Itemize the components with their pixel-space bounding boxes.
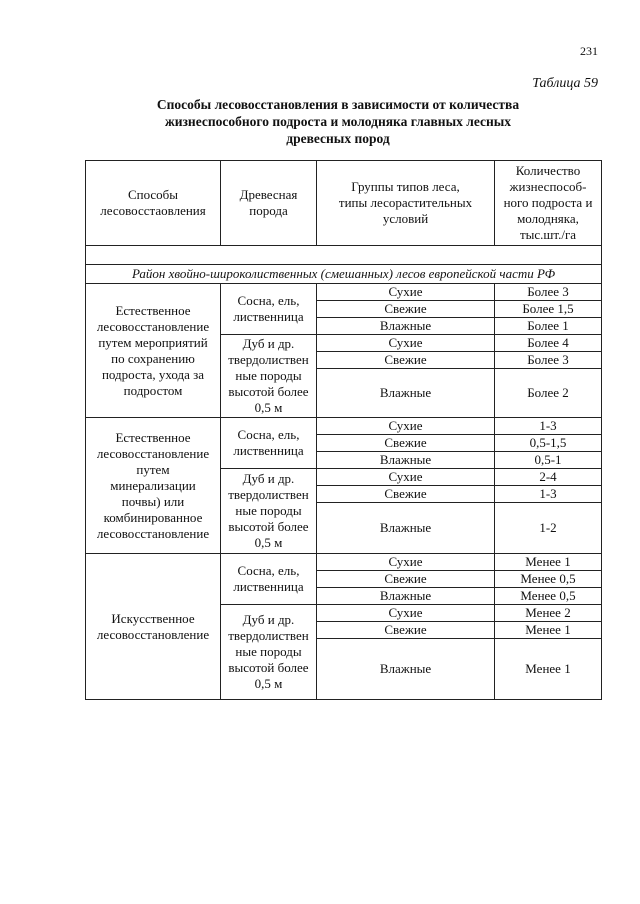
species-cell-line: Сосна, ель,: [237, 563, 300, 578]
table-row: [86, 554, 602, 571]
species-cell-line: лиственница: [233, 309, 304, 324]
quantity-cell: Более 3: [495, 352, 602, 369]
species-cell: [221, 605, 317, 700]
quantity-cell: Менее 1: [495, 639, 602, 700]
species-cell-line: лиственница: [233, 579, 304, 594]
header-text: типы лесорастительных: [338, 195, 473, 210]
species-cell-line: высотой более: [228, 660, 309, 675]
group-cell: Свежие: [317, 622, 495, 639]
quantity-cell: 0,5-1: [495, 452, 602, 469]
species-cell-line: ные породы: [235, 644, 302, 659]
group-cell: Влажные: [317, 369, 495, 418]
group-cell: Свежие: [317, 435, 495, 452]
species-cell-line: Сосна, ель,: [237, 427, 300, 442]
method-cell: [86, 418, 221, 554]
method-cell-line: путем мероприятий: [98, 334, 208, 350]
group-cell: Влажные: [317, 639, 495, 700]
quantity-cell: Более 2: [495, 369, 602, 418]
group-cell: Свежие: [317, 352, 495, 369]
header-quantity: [495, 161, 602, 246]
header-text: жизнеспособ-: [509, 179, 587, 194]
species-cell-line: ные породы: [235, 368, 302, 383]
species-cell: [221, 554, 317, 605]
header-text: ного подроста и: [503, 195, 593, 210]
quantity-cell: 0,5-1,5: [495, 435, 602, 452]
table-row: [86, 284, 602, 301]
header-text: Способы: [127, 187, 179, 202]
method-cell-line: Искусственное: [111, 610, 195, 626]
method-cell-line: путем: [136, 461, 170, 477]
reforestation-table: [85, 160, 602, 700]
quantity-cell: Менее 1: [495, 554, 602, 571]
species-cell-line: твердолиствен: [228, 628, 309, 643]
title-line: жизнеспособного подроста и молодняка главных лесных: [164, 114, 512, 129]
blank-cell: [86, 246, 602, 265]
method-cell-line: подроста, ухода за: [101, 366, 205, 382]
species-cell-line: лиственница: [233, 443, 304, 458]
species-cell: [221, 284, 317, 335]
quantity-cell: 1-3: [495, 486, 602, 503]
title-line: древесных пород: [286, 131, 390, 146]
region-cell: Район хвойно-широколиственных (смешанных) лесов европейской части РФ: [86, 265, 602, 284]
group-cell: Влажные: [317, 588, 495, 605]
method-cell-line: лесовосстановление: [96, 445, 210, 461]
species-cell-line: твердолиствен: [228, 352, 309, 367]
blank-row: [86, 246, 602, 265]
table-title: [100, 96, 576, 147]
header-species: [221, 161, 317, 246]
quantity-cell: Менее 0,5: [495, 588, 602, 605]
method-cell-line: лесовосстановление: [96, 525, 210, 541]
quantity-cell: 1-2: [495, 503, 602, 554]
quantity-cell: Более 4: [495, 335, 602, 352]
method-cell-line: Естественное: [115, 302, 191, 318]
species-cell-line: ные породы: [235, 503, 302, 518]
region-row: [86, 265, 602, 284]
header-text: Древесная: [239, 187, 298, 202]
species-cell: [221, 335, 317, 418]
header-groups: [317, 161, 495, 246]
method-cell-line: подростом: [123, 382, 183, 398]
species-cell-line: Дуб и др.: [242, 471, 295, 486]
species-cell-line: высотой более: [228, 519, 309, 534]
species-cell-line: Дуб и др.: [242, 612, 295, 627]
method-cell-line: минерализации: [110, 477, 196, 493]
quantity-cell: 1-3: [495, 418, 602, 435]
method-cell-line: Естественное: [115, 429, 191, 445]
header-text: тыс.шт./га: [519, 227, 577, 242]
species-cell: [221, 418, 317, 469]
title-line: Способы лесовосстановления в зависимости от количества: [156, 97, 520, 112]
quantity-cell: Более 1: [495, 318, 602, 335]
group-cell: Свежие: [317, 486, 495, 503]
group-cell: Сухие: [317, 284, 495, 301]
method-cell-line: по сохранению: [111, 350, 195, 366]
group-cell: Свежие: [317, 571, 495, 588]
group-cell: Влажные: [317, 318, 495, 335]
species-cell-line: Дуб и др.: [242, 336, 295, 351]
species-cell-line: твердолиствен: [228, 487, 309, 502]
group-cell: Сухие: [317, 335, 495, 352]
group-cell: Сухие: [317, 418, 495, 435]
group-cell: Влажные: [317, 503, 495, 554]
method-cell-line: лесовосстановление: [96, 318, 210, 334]
quantity-cell: 2-4: [495, 469, 602, 486]
species-cell-line: Сосна, ель,: [237, 293, 300, 308]
header-text: условий: [382, 211, 429, 226]
species-cell-line: 0,5 м: [254, 676, 283, 691]
group-cell: Сухие: [317, 605, 495, 622]
table-label: Таблица 59: [532, 76, 598, 91]
header-text: молодняка,: [517, 211, 579, 226]
header-text: Количество: [515, 163, 581, 178]
method-cell-line: лесовосстановление: [96, 626, 210, 642]
quantity-cell: Менее 2: [495, 605, 602, 622]
quantity-cell: Менее 0,5: [495, 571, 602, 588]
method-cell-line: комбинированное: [103, 509, 203, 525]
quantity-cell: Более 1,5: [495, 301, 602, 318]
species-cell: [221, 469, 317, 554]
header-text: порода: [249, 203, 288, 218]
group-cell: Сухие: [317, 469, 495, 486]
species-cell-line: 0,5 м: [254, 400, 283, 415]
header-text: лесовосстаовления: [100, 203, 206, 218]
species-cell-line: высотой более: [228, 384, 309, 399]
method-cell: [86, 284, 221, 418]
method-cell-line: почвы) или: [121, 493, 185, 509]
group-cell: Влажные: [317, 452, 495, 469]
header-method: [86, 161, 221, 246]
method-cell: [86, 554, 221, 700]
table-row: [86, 418, 602, 435]
quantity-cell: Более 3: [495, 284, 602, 301]
header-row: [86, 161, 602, 246]
group-cell: Сухие: [317, 554, 495, 571]
header-text: Группы типов леса,: [351, 179, 460, 194]
species-cell-line: 0,5 м: [254, 535, 283, 550]
page-number: 231: [580, 44, 598, 58]
group-cell: Свежие: [317, 301, 495, 318]
quantity-cell: Менее 1: [495, 622, 602, 639]
